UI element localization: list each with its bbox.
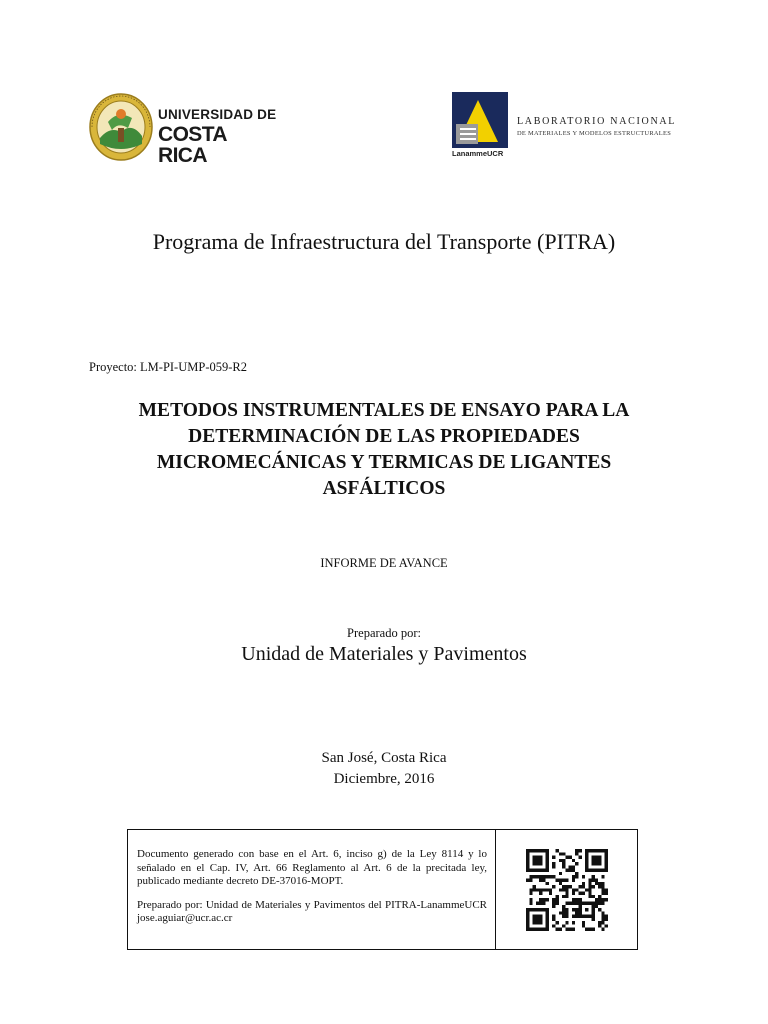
title-line: DETERMINACIÓN DE LAS PROPIEDADES bbox=[188, 426, 580, 447]
place-date bbox=[0, 748, 768, 790]
lanamme-caption: LanammeUCR bbox=[452, 149, 504, 158]
lanamme-logo bbox=[452, 92, 692, 160]
document-title bbox=[80, 398, 688, 502]
project-code: Proyecto: LM-PI-UMP-059-R2 bbox=[89, 360, 247, 374]
footer-text bbox=[137, 848, 487, 936]
prepared-by: Unidad de Materiales y Pavimentos bbox=[241, 643, 527, 665]
footer-paragraph-legal: Documento generado con base en el Art. 6, inciso g) de la Ley 8114 y lo señalado en el Cap. IV, Art. 66 Reglamento al Art. 6 de la precitada ley, publicado mediante decreto DE-37016-MOPT. bbox=[137, 848, 487, 887]
footer-divider bbox=[495, 830, 496, 949]
date: Diciembre, 2016 bbox=[333, 771, 435, 787]
report-type: INFORME DE AVANCE bbox=[320, 556, 448, 570]
title-line: ASFÁLTICOS bbox=[322, 478, 446, 499]
place: San José, Costa Rica bbox=[321, 750, 447, 766]
ucr-seal-icon bbox=[88, 92, 154, 162]
title-line: METODOS INSTRUMENTALES DE ENSAYO PARA LA bbox=[138, 400, 630, 421]
title-line: MICROMECÁNICAS Y TERMICAS DE LIGANTES bbox=[156, 452, 612, 473]
ucr-logo-line1: UNIVERSIDAD DE bbox=[158, 107, 277, 122]
qr-code-icon bbox=[526, 849, 608, 931]
program-title: Programa de Infraestructura del Transporte (PITRA) bbox=[152, 229, 616, 254]
lanamme-subtitle: DE MATERIALES Y MODELOS ESTRUCTURALES bbox=[517, 130, 672, 137]
ucr-logo-line2: COSTA RICA bbox=[158, 122, 227, 167]
lanamme-title: LABORATORIO NACIONAL bbox=[517, 116, 677, 127]
lanamme-mark-icon bbox=[452, 92, 508, 148]
ucr-logo bbox=[88, 92, 278, 167]
footer-paragraph-contact: Preparado por: Unidad de Materiales y Pavimentos del PITRA-LanammeUCR jose.aguiar@ucr.ac.cr bbox=[137, 898, 487, 924]
prepared-label: Preparado por: bbox=[347, 626, 421, 640]
footer-box bbox=[127, 829, 638, 950]
